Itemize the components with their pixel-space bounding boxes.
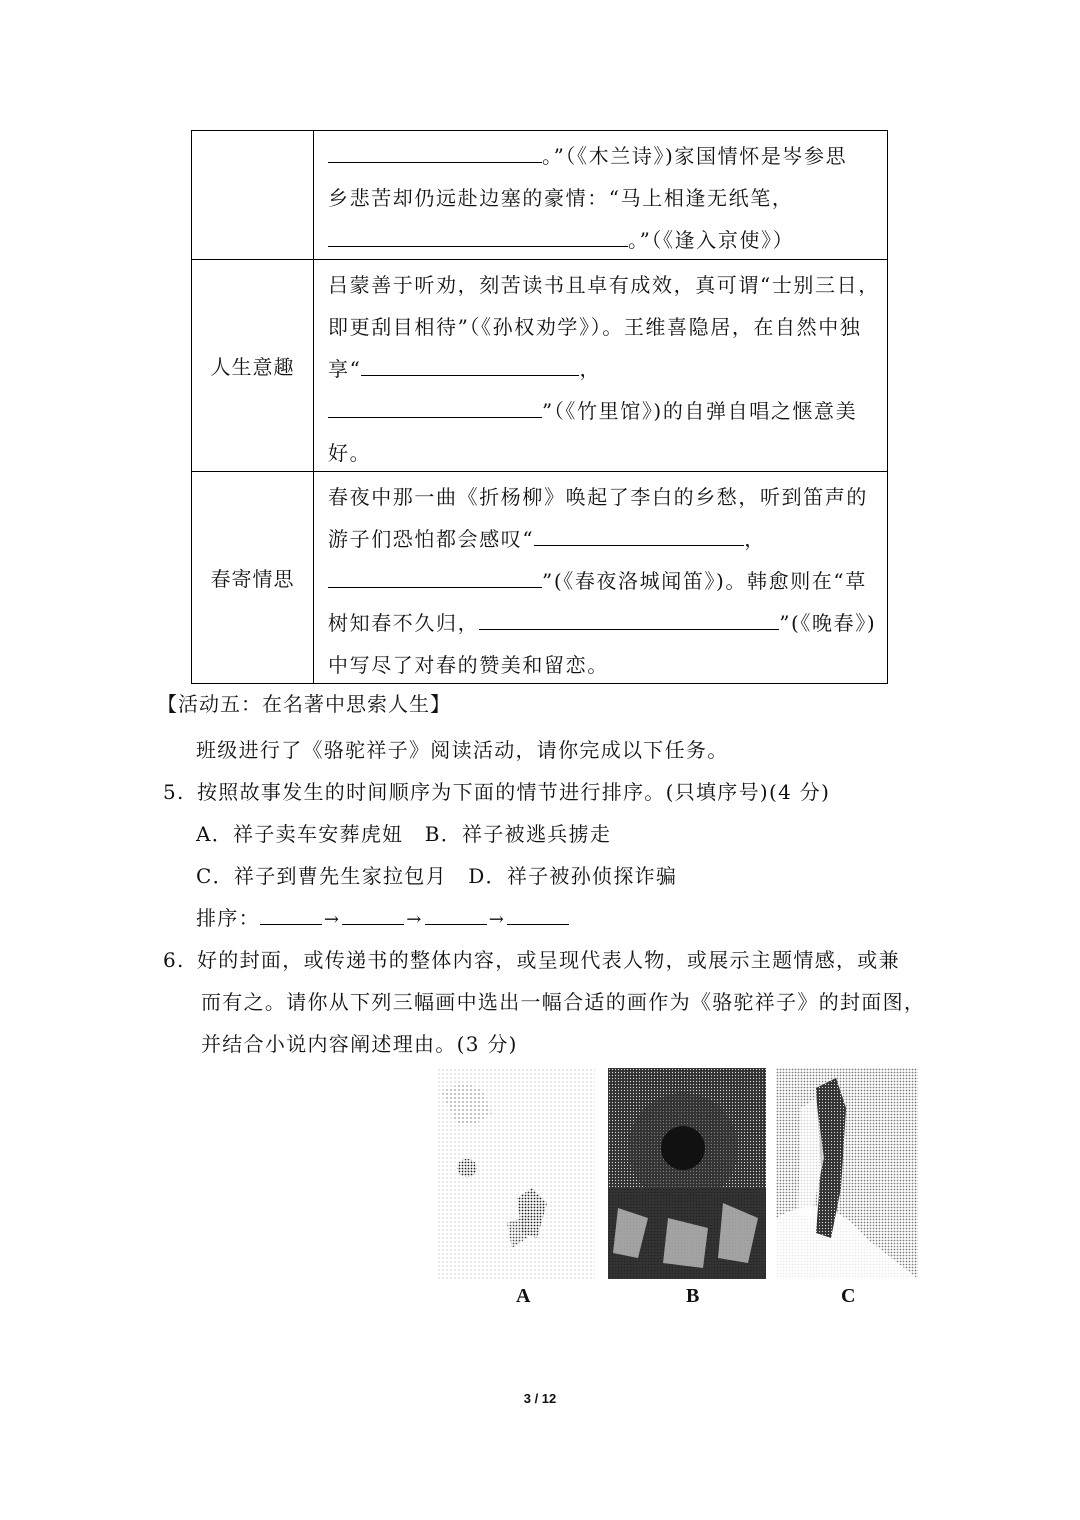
answer-blank[interactable] xyxy=(328,391,542,418)
answer-blank[interactable] xyxy=(328,136,542,163)
image-label-b: B xyxy=(686,1285,700,1307)
page-number: 3 / 12 xyxy=(523,1391,557,1406)
options-line-1: A．祥子卖车安葬虎妞 B．祥子被逃兵掳走 xyxy=(196,822,612,846)
row-content: 春夜中那一曲《折杨柳》唤起了李白的乡愁，听到笛声的 游子们恐怕都会感叹“ ， ”(《春夜洛城闻笛》)。韩愈则在“草 树知春不久归， ”(《晚春》) 中写尽了对春的赞美和留恋。 xyxy=(328,485,877,677)
table-row xyxy=(192,472,887,683)
question-text: 按照故事发生的时间顺序为下面的情节进行排序。(只填序号)(4 分) xyxy=(197,780,831,804)
cover-image-b[interactable] xyxy=(608,1068,766,1279)
activity-intro: 班级进行了《骆驼祥子》阅读活动，请你完成以下任务。 xyxy=(196,738,729,762)
answer-blank[interactable] xyxy=(328,561,542,588)
order-blank-3[interactable] xyxy=(425,902,487,925)
question-6 xyxy=(163,944,900,973)
row-label xyxy=(192,131,314,259)
question-text-line-1: 好的封面，或传递书的整体内容，或呈现代表人物，或展示主题情感，或兼 xyxy=(197,948,900,972)
arrow-icon: → xyxy=(323,909,341,930)
question-number: 5. xyxy=(163,780,185,804)
answer-blank[interactable] xyxy=(361,349,579,376)
question-5 xyxy=(163,776,830,805)
order-label: 排序： xyxy=(196,906,260,930)
row-content: 吕蒙善于听劝，刻苦读书且卓有成效，真可谓“士别三日， 即更刮目相待”（《孙权劝学》）。王维喜隐居，在自然中独 享“ ， ”（《竹里馆》)的自弹自唱之惬意美 好。 xyxy=(328,273,880,465)
question-text-line-3: 并结合小说内容阐述理由。(3 分) xyxy=(201,1032,518,1056)
poem-table xyxy=(191,130,888,684)
options-line-2: C．祥子到曹先生家拉包月 D．祥子被孙侦探诈骗 xyxy=(196,864,678,888)
row-label: 人生意趣 xyxy=(192,260,314,471)
row-content: 。”（《木兰诗》)家国情怀是岑参思 乡悲苦却仍远赴边塞的豪情：“马上相逢无纸笔， 。”（《逢入京使》） xyxy=(314,131,887,259)
image-label-a: A xyxy=(516,1285,531,1307)
answer-blank[interactable] xyxy=(479,603,779,630)
order-blank-1[interactable] xyxy=(260,902,322,925)
activity-title: 【活动五：在名著中思索人生】 xyxy=(157,692,451,716)
arrow-icon: → xyxy=(488,909,506,930)
row-label: 春寄情思 xyxy=(192,472,314,683)
table-row xyxy=(192,131,887,260)
cover-image-a[interactable] xyxy=(437,1068,595,1279)
order-answer-line xyxy=(196,902,569,931)
answer-blank[interactable] xyxy=(534,519,744,546)
order-blank-2[interactable] xyxy=(342,902,404,925)
order-blank-4[interactable] xyxy=(507,902,569,925)
table-row xyxy=(192,260,887,472)
answer-blank[interactable] xyxy=(328,220,628,247)
image-label-c: C xyxy=(841,1285,856,1307)
question-number: 6. xyxy=(163,948,185,972)
cover-image-c[interactable] xyxy=(776,1068,934,1279)
question-text-line-2: 而有之。请你从下列三幅画中选出一幅合适的画作为《骆驼祥子》的封面图， xyxy=(201,990,926,1014)
arrow-icon: → xyxy=(406,909,423,930)
